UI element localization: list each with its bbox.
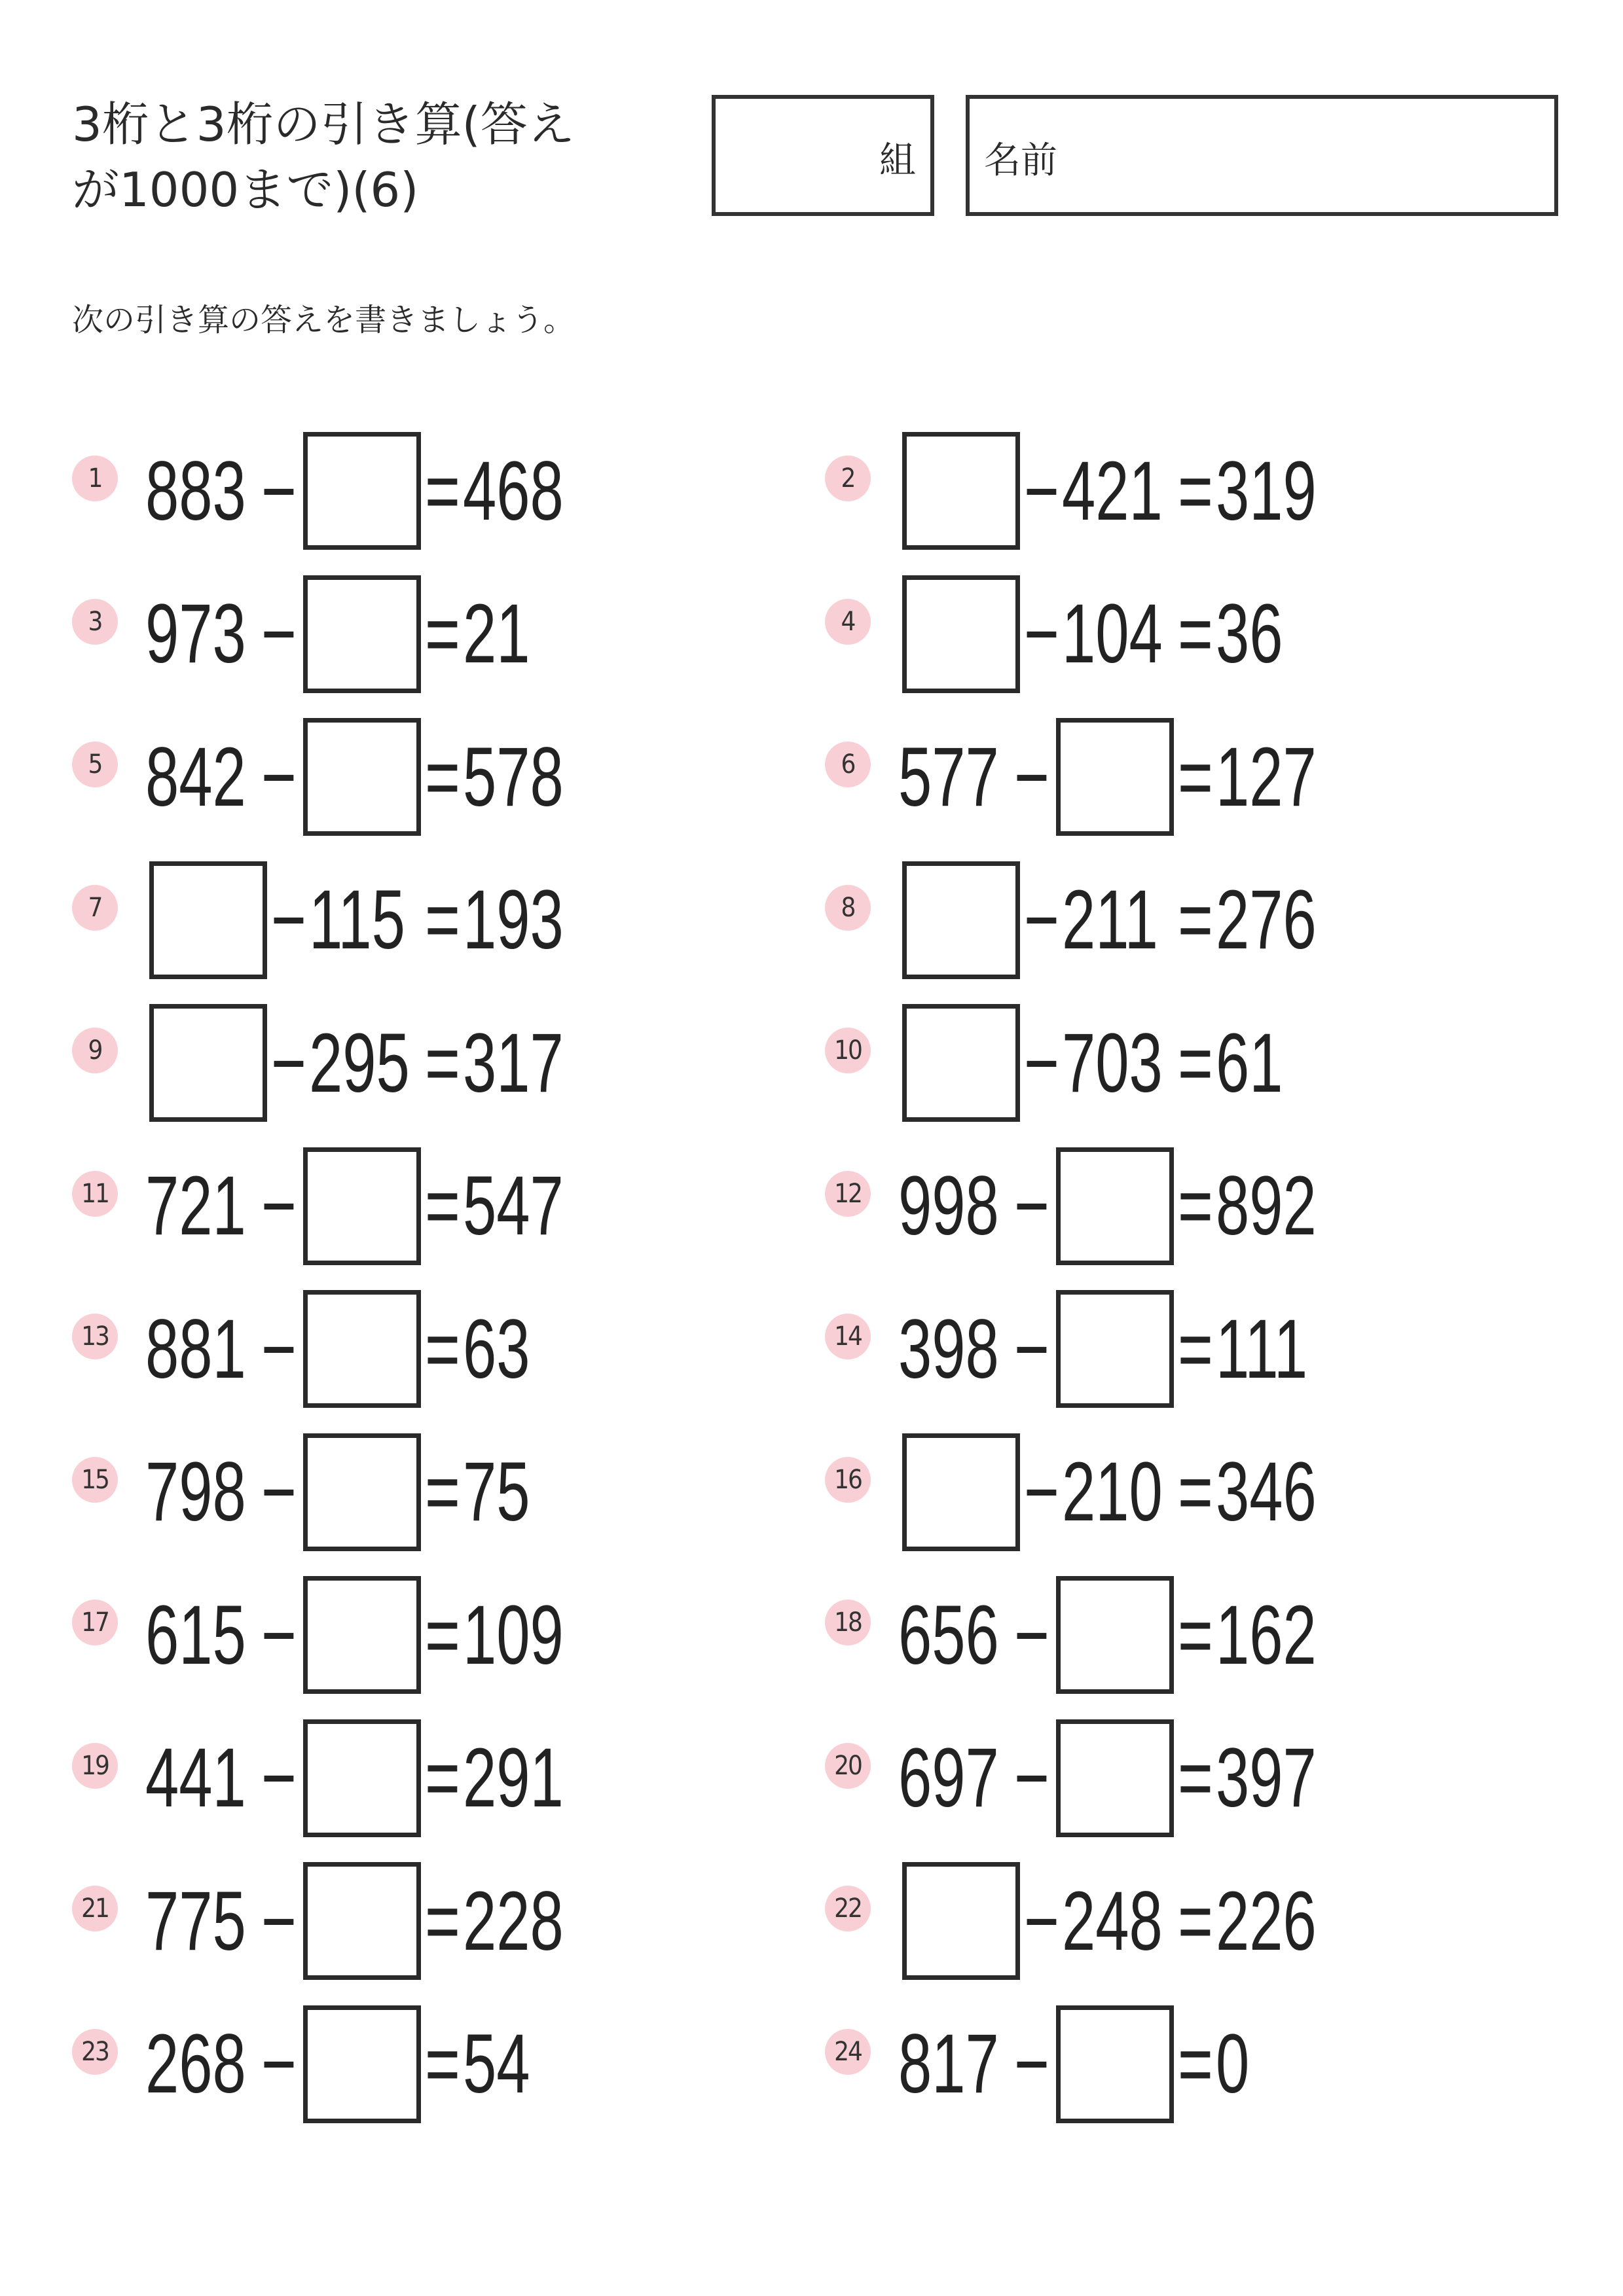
number: 892 (1216, 1159, 1317, 1253)
token-slot (463, 1158, 579, 1254)
token-slot (898, 2016, 1014, 2112)
instruction-text: 次の引き算の答えを書きましょう。 (72, 302, 575, 338)
number: 54 (463, 2017, 530, 2111)
token-slot (261, 1301, 299, 1397)
answer-box[interactable] (902, 861, 1020, 979)
token-slot (463, 1015, 579, 1111)
number: 61 (1216, 1016, 1283, 1110)
minus-sign: − (1024, 1874, 1059, 1968)
name-field[interactable] (966, 95, 1558, 216)
problem-number-badge: 5 (72, 742, 118, 787)
problem-number-badge: 24 (825, 2029, 871, 2075)
token-slot (1024, 443, 1062, 539)
equals-sign: = (1178, 1874, 1213, 1968)
number: 210 (1062, 1445, 1163, 1539)
minus-sign: − (271, 873, 306, 967)
token-slot (309, 872, 425, 968)
token-slot (1178, 1444, 1216, 1540)
token-slot (1062, 1873, 1178, 1969)
answer-box[interactable] (303, 1290, 421, 1408)
number: 842 (145, 730, 246, 824)
number: 211 (1062, 873, 1158, 967)
token-slot (145, 1873, 261, 1969)
equals-sign: = (425, 1159, 460, 1253)
number: 291 (463, 1731, 564, 1825)
problem-expression (898, 432, 1332, 550)
equals-sign: = (1178, 1445, 1213, 1539)
number: 109 (463, 1588, 564, 1682)
token-slot (261, 586, 299, 682)
minus-sign: − (1014, 730, 1049, 824)
token-slot (425, 1444, 463, 1540)
problem-number-badge: 17 (72, 1600, 118, 1645)
number: 268 (145, 2017, 246, 2111)
token-slot (271, 872, 309, 968)
token-slot (425, 1158, 463, 1254)
problem-expression (145, 575, 540, 693)
problem-expression (145, 432, 579, 550)
problem-expression (145, 1719, 579, 1837)
token-slot (145, 443, 261, 539)
number: 226 (1216, 1874, 1317, 1968)
equals-sign: = (1178, 444, 1213, 538)
problem-number-badge: 15 (72, 1457, 118, 1503)
answer-box[interactable] (1056, 1290, 1174, 1408)
token-slot (261, 729, 299, 825)
minus-sign: − (261, 1445, 297, 1539)
problem-expression (898, 1147, 1332, 1265)
problem-number-badge: 13 (72, 1314, 118, 1359)
equals-sign: = (425, 1874, 460, 1968)
problem-expression (898, 718, 1332, 836)
problem-number-badge: 16 (825, 1457, 871, 1503)
minus-sign: − (1014, 2017, 1049, 2111)
problem-number-badge: 11 (72, 1171, 118, 1217)
minus-sign: − (1024, 1445, 1059, 1539)
token-slot (425, 1873, 463, 1969)
token-slot (1062, 443, 1178, 539)
token-slot (1062, 586, 1178, 682)
minus-sign: − (1024, 587, 1059, 681)
problem-number-badge: 22 (825, 1886, 871, 1931)
number: 547 (463, 1159, 564, 1253)
token-slot (1216, 872, 1332, 968)
problem-expression (145, 861, 579, 979)
answer-box[interactable] (1056, 1147, 1174, 1265)
token-slot (1216, 586, 1293, 682)
problem-number-badge: 6 (825, 742, 871, 787)
problem-number-badge: 4 (825, 599, 871, 645)
equals-sign: = (425, 1016, 460, 1110)
minus-sign: − (261, 444, 297, 538)
equals-sign: = (425, 1302, 460, 1396)
token-slot (898, 1301, 1014, 1397)
problem-expression (898, 861, 1332, 979)
token-slot (145, 1444, 261, 1540)
token-slot (1216, 729, 1332, 825)
equals-sign: = (425, 730, 460, 824)
token-slot (1024, 1015, 1062, 1111)
number: 63 (463, 1302, 530, 1396)
answer-box[interactable] (902, 432, 1020, 550)
token-slot (1024, 1444, 1062, 1540)
equals-sign: = (425, 444, 460, 538)
number: 703 (1062, 1016, 1163, 1110)
equals-sign: = (1178, 1302, 1213, 1396)
minus-sign: − (1024, 1016, 1059, 1110)
answer-box[interactable] (902, 1433, 1020, 1551)
token-slot (463, 2016, 540, 2112)
title-line-2: が1000まで)(6) (72, 162, 419, 217)
token-slot (1216, 1730, 1332, 1826)
problem-expression (898, 1004, 1293, 1122)
equals-sign: = (425, 873, 460, 967)
token-slot (425, 586, 463, 682)
answer-box[interactable] (902, 1004, 1020, 1122)
token-slot (261, 1873, 299, 1969)
answer-box[interactable] (1056, 718, 1174, 836)
number: 0 (1216, 2017, 1250, 2111)
minus-sign: − (1024, 444, 1059, 538)
token-slot (145, 1730, 261, 1826)
title-line-1: 3桁と3桁の引き算(答え (72, 97, 575, 152)
answer-box[interactable] (303, 1862, 421, 1980)
problem-number-badge: 7 (72, 885, 118, 931)
token-slot (1014, 729, 1052, 825)
token-slot (425, 1301, 463, 1397)
minus-sign: − (261, 730, 297, 824)
answer-box[interactable] (303, 1576, 421, 1694)
answer-box[interactable] (303, 575, 421, 693)
token-slot (1216, 2016, 1254, 2112)
minus-sign: − (261, 1159, 297, 1253)
minus-sign: − (261, 1731, 297, 1825)
token-slot (1178, 443, 1216, 539)
problem-expression (898, 1862, 1332, 1980)
minus-sign: − (1024, 873, 1059, 967)
token-slot (463, 443, 579, 539)
number: 346 (1216, 1445, 1317, 1539)
number: 228 (463, 1874, 564, 1968)
problem-number-badge: 20 (825, 1743, 871, 1789)
token-slot (261, 2016, 299, 2112)
token-slot (261, 1158, 299, 1254)
problem-expression (145, 1004, 579, 1122)
token-slot (271, 1015, 309, 1111)
token-slot (1216, 1873, 1332, 1969)
number: 421 (1062, 444, 1163, 538)
problem-number-badge: 19 (72, 1743, 118, 1789)
problem-expression (898, 2005, 1254, 2123)
token-slot (1014, 1301, 1052, 1397)
number: 881 (145, 1302, 246, 1396)
number: 193 (463, 873, 564, 967)
equals-sign: = (1178, 2017, 1213, 2111)
equals-sign: = (425, 1445, 460, 1539)
number: 295 (309, 1016, 410, 1110)
token-slot (309, 1015, 425, 1111)
token-slot (898, 1158, 1014, 1254)
token-slot (463, 872, 579, 968)
token-slot (1216, 443, 1332, 539)
token-slot (145, 1158, 261, 1254)
answer-box[interactable] (303, 432, 421, 550)
number: 276 (1216, 873, 1317, 967)
problem-expression (145, 1433, 540, 1551)
number: 973 (145, 587, 246, 681)
equals-sign: = (425, 2017, 460, 2111)
token-slot (425, 1587, 463, 1683)
minus-sign: − (1014, 1731, 1049, 1825)
problem-expression (145, 1290, 540, 1408)
answer-box[interactable] (1056, 1576, 1174, 1694)
problem-number-badge: 12 (825, 1171, 871, 1217)
token-slot (898, 729, 1014, 825)
number: 115 (309, 873, 405, 967)
equals-sign: = (1178, 1159, 1213, 1253)
problem-expression (145, 1862, 579, 1980)
problem-number-badge: 18 (825, 1600, 871, 1645)
token-slot (1062, 1015, 1178, 1111)
number: 577 (898, 730, 999, 824)
token-slot (1178, 1587, 1216, 1683)
equals-sign: = (1178, 730, 1213, 824)
minus-sign: − (261, 1302, 297, 1396)
token-slot (425, 443, 463, 539)
token-slot (1014, 2016, 1052, 2112)
number: 162 (1216, 1588, 1317, 1682)
token-slot (463, 1730, 579, 1826)
number: 248 (1062, 1874, 1163, 1968)
number: 317 (463, 1016, 564, 1110)
name-label: 名前 (984, 139, 1057, 182)
token-slot (1216, 1301, 1332, 1397)
problem-expression (898, 1433, 1332, 1551)
problem-expression (145, 718, 579, 836)
token-slot (261, 443, 299, 539)
problem-expression (898, 1719, 1332, 1837)
number: 127 (1216, 730, 1317, 824)
answer-box[interactable] (303, 718, 421, 836)
token-slot (425, 2016, 463, 2112)
token-slot (1178, 729, 1216, 825)
number: 36 (1216, 587, 1283, 681)
number: 75 (463, 1445, 530, 1539)
number: 883 (145, 444, 246, 538)
problem-expression (145, 1576, 579, 1694)
problem-number-badge: 3 (72, 599, 118, 645)
answer-box[interactable] (303, 2005, 421, 2123)
minus-sign: − (261, 2017, 297, 2111)
token-slot (463, 1301, 540, 1397)
number: 656 (898, 1588, 999, 1682)
number: 775 (145, 1874, 246, 1968)
token-slot (1014, 1730, 1052, 1826)
token-slot (898, 1730, 1014, 1826)
token-slot (145, 586, 261, 682)
token-slot (1024, 586, 1062, 682)
problem-number-badge: 10 (825, 1028, 871, 1073)
token-slot (425, 1730, 463, 1826)
answer-box[interactable] (902, 575, 1020, 693)
number: 798 (145, 1445, 246, 1539)
token-slot (463, 1444, 540, 1540)
token-slot (261, 1587, 299, 1683)
equals-sign: = (1178, 1731, 1213, 1825)
token-slot (1178, 1158, 1216, 1254)
problem-expression (145, 2005, 540, 2123)
minus-sign: − (1014, 1302, 1049, 1396)
token-slot (1178, 1301, 1216, 1397)
number: 319 (1216, 444, 1317, 538)
token-slot (1014, 1587, 1052, 1683)
token-slot (1178, 2016, 1216, 2112)
problem-number-badge: 8 (825, 885, 871, 931)
token-slot (898, 1587, 1014, 1683)
minus-sign: − (261, 1874, 297, 1968)
token-slot (145, 2016, 261, 2112)
number: 397 (1216, 1731, 1317, 1825)
number: 721 (145, 1159, 246, 1253)
token-slot (425, 872, 463, 968)
number: 615 (145, 1588, 246, 1682)
worksheet-title (72, 92, 648, 223)
number: 817 (898, 2017, 999, 2111)
number: 111 (1216, 1302, 1308, 1396)
token-slot (261, 1730, 299, 1826)
token-slot (1216, 1015, 1293, 1111)
number: 441 (145, 1731, 246, 1825)
problem-number-badge: 9 (72, 1028, 118, 1073)
problem-expression (145, 1147, 579, 1265)
token-slot (1062, 1444, 1178, 1540)
answer-box[interactable] (149, 1004, 267, 1122)
token-slot (145, 729, 261, 825)
token-slot (1178, 1730, 1216, 1826)
class-label: 組 (879, 139, 916, 182)
number: 468 (463, 444, 564, 538)
token-slot (145, 1587, 261, 1683)
token-slot (1014, 1158, 1052, 1254)
equals-sign: = (425, 1731, 460, 1825)
minus-sign: − (1014, 1159, 1049, 1253)
token-slot (1216, 1444, 1332, 1540)
equals-sign: = (1178, 587, 1213, 681)
token-slot (1024, 1873, 1062, 1969)
problem-number-badge: 21 (72, 1886, 118, 1931)
number: 104 (1062, 587, 1163, 681)
equals-sign: = (1178, 873, 1213, 967)
minus-sign: − (261, 587, 297, 681)
token-slot (1178, 872, 1216, 968)
equals-sign: = (425, 587, 460, 681)
token-slot (463, 729, 579, 825)
answer-box[interactable] (902, 1862, 1020, 1980)
token-slot (463, 1587, 579, 1683)
answer-box[interactable] (303, 1719, 421, 1837)
equals-sign: = (1178, 1016, 1213, 1110)
number: 398 (898, 1302, 999, 1396)
token-slot (145, 1301, 261, 1397)
token-slot (1216, 1158, 1332, 1254)
equals-sign: = (1178, 1588, 1213, 1682)
answer-box[interactable] (303, 1433, 421, 1551)
answer-box[interactable] (149, 861, 267, 979)
problem-number-badge: 1 (72, 456, 118, 501)
token-slot (463, 1873, 579, 1969)
number: 998 (898, 1159, 999, 1253)
number: 21 (463, 587, 530, 681)
minus-sign: − (271, 1016, 306, 1110)
minus-sign: − (1014, 1588, 1049, 1682)
token-slot (1216, 1587, 1332, 1683)
answer-box[interactable] (303, 1147, 421, 1265)
token-slot (425, 1015, 463, 1111)
token-slot (463, 586, 540, 682)
token-slot (1024, 872, 1062, 968)
minus-sign: − (261, 1588, 297, 1682)
answer-box[interactable] (1056, 2005, 1174, 2123)
problem-number-badge: 23 (72, 2029, 118, 2075)
token-slot (425, 729, 463, 825)
equals-sign: = (425, 1588, 460, 1682)
number: 697 (898, 1731, 999, 1825)
problem-expression (898, 1290, 1332, 1408)
token-slot (1062, 872, 1178, 968)
number: 578 (463, 730, 564, 824)
problem-expression (898, 1576, 1332, 1694)
token-slot (1178, 586, 1216, 682)
token-slot (261, 1444, 299, 1540)
token-slot (1178, 1015, 1216, 1111)
problem-expression (898, 575, 1293, 693)
class-field[interactable] (712, 95, 934, 216)
problem-number-badge: 14 (825, 1314, 871, 1359)
token-slot (1178, 1873, 1216, 1969)
problem-number-badge: 2 (825, 456, 871, 501)
answer-box[interactable] (1056, 1719, 1174, 1837)
